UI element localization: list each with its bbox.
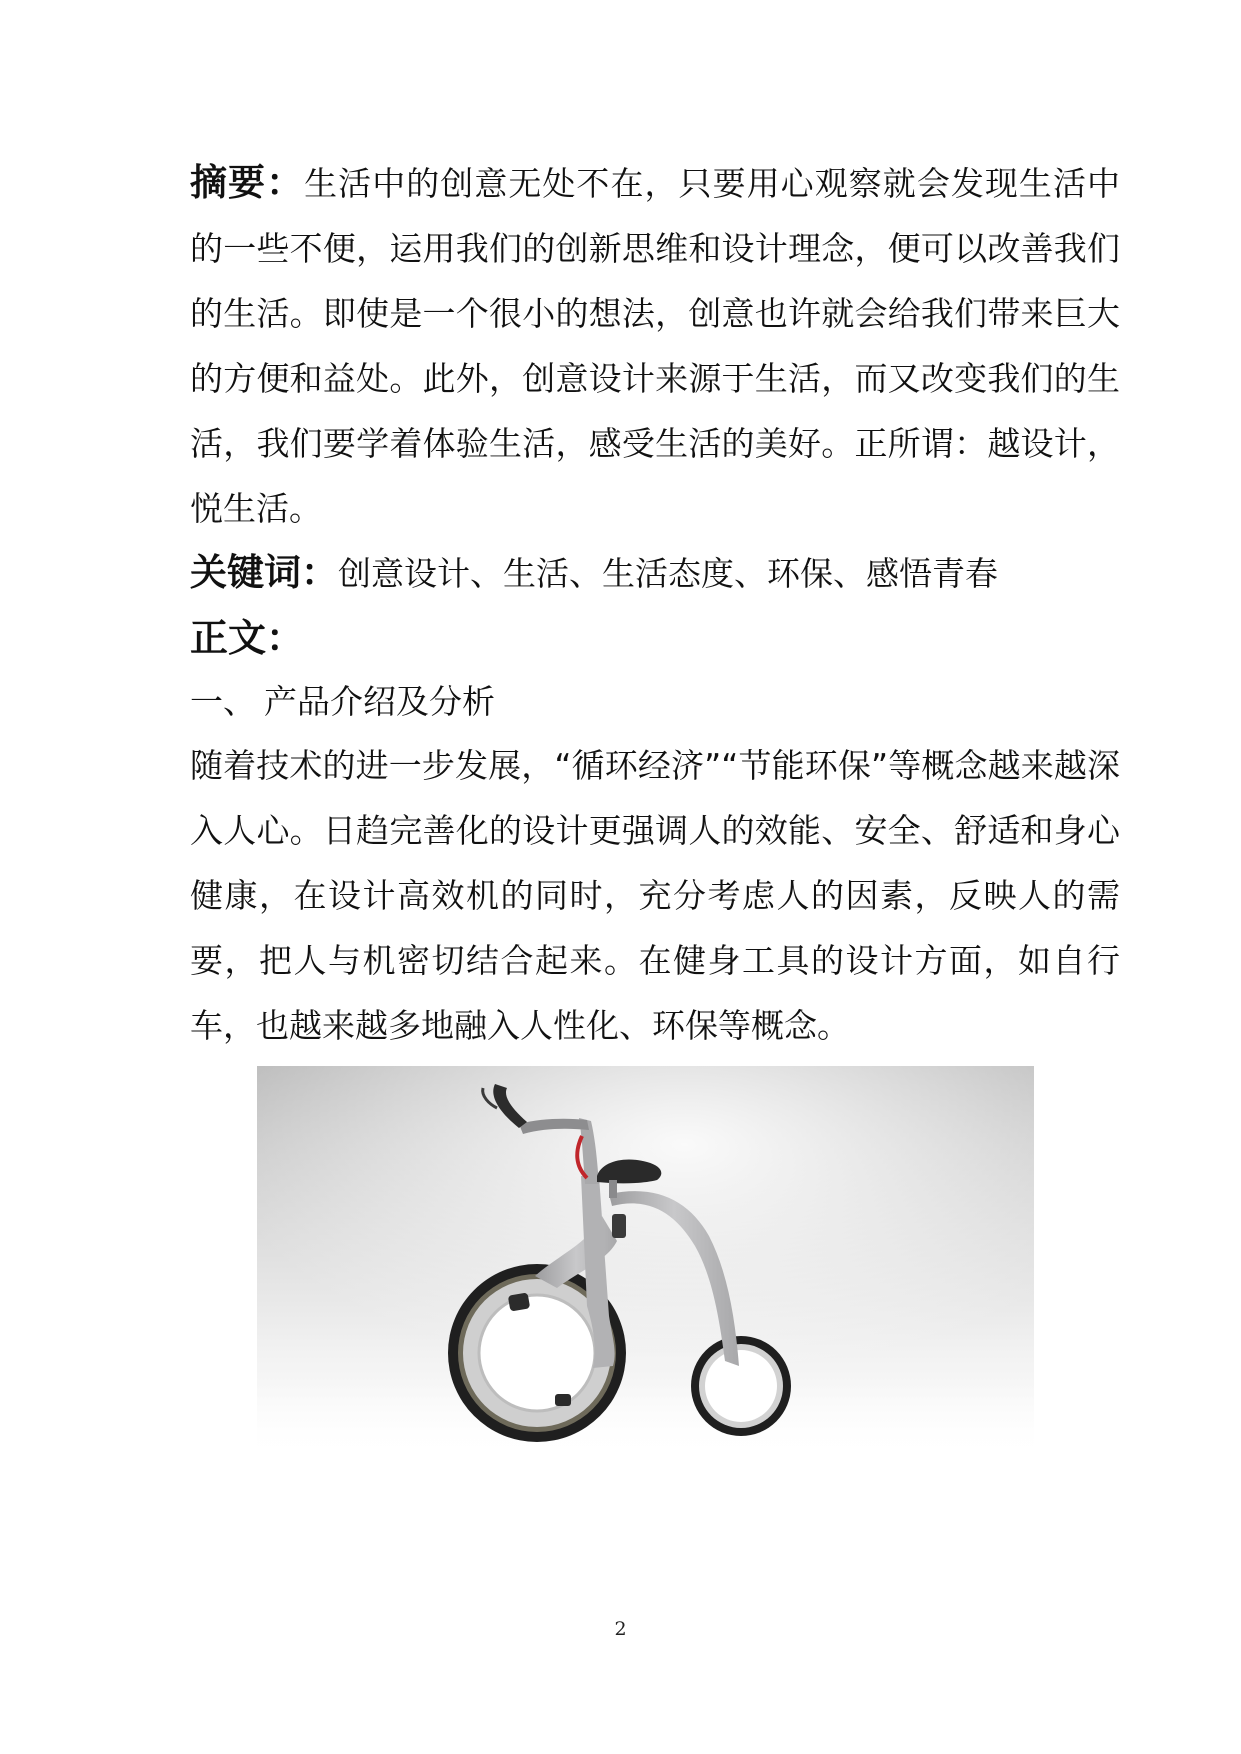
body-heading: 正文： xyxy=(190,615,305,660)
bicycle-illustration xyxy=(257,1066,1034,1458)
section-1-title xyxy=(190,670,1120,734)
abstract-text: 生活中的创意无处不在，只要用心观察就会发现生活中的一些不便，运用我们的创新思维和设计理念，便可以改善我们的生活。即使是一个很小的想法，创意也许就会给我们带来巨大的方便和益处。此外，创意设计来源于生活，而又改变我们的生活，我们要学着体验生活，感受生活的美好。正所谓：越设计，悦生活。 xyxy=(190,164,1121,528)
keywords-paragraph xyxy=(190,540,1120,606)
keywords-text: 创意设计、生活、生活态度、环保、感悟青春 xyxy=(338,554,998,593)
keywords-label: 关键词： xyxy=(190,550,338,594)
abstract-label: 摘要： xyxy=(190,160,305,204)
page-number: 2 xyxy=(614,1618,627,1640)
section-1-title-text: 产品介绍及分析 xyxy=(264,682,495,721)
section-1-number: 一、 xyxy=(190,682,256,721)
front-wheel xyxy=(691,1336,791,1436)
section-1-paragraph: 随着技术的进一步发展，“循环经济”“节能环保”等概念越来越深入人心。日趋完善化的设计更强调人的效能、安全、舒适和身心健康，在设计高效机的同时，充分考虑人的因素，反映人的需要，把人与机密切结合起来。在健身工具的设计方面，如自行车，也越来越多地融入人性化、环保等概念。 xyxy=(190,746,1120,1045)
abstract-paragraph xyxy=(190,150,1120,541)
abstract-section xyxy=(190,150,1120,541)
body-heading-section xyxy=(190,606,1120,670)
bicycle-render-image xyxy=(257,1066,1034,1458)
section-1-body xyxy=(190,733,1120,1058)
keywords-section xyxy=(190,540,1120,606)
